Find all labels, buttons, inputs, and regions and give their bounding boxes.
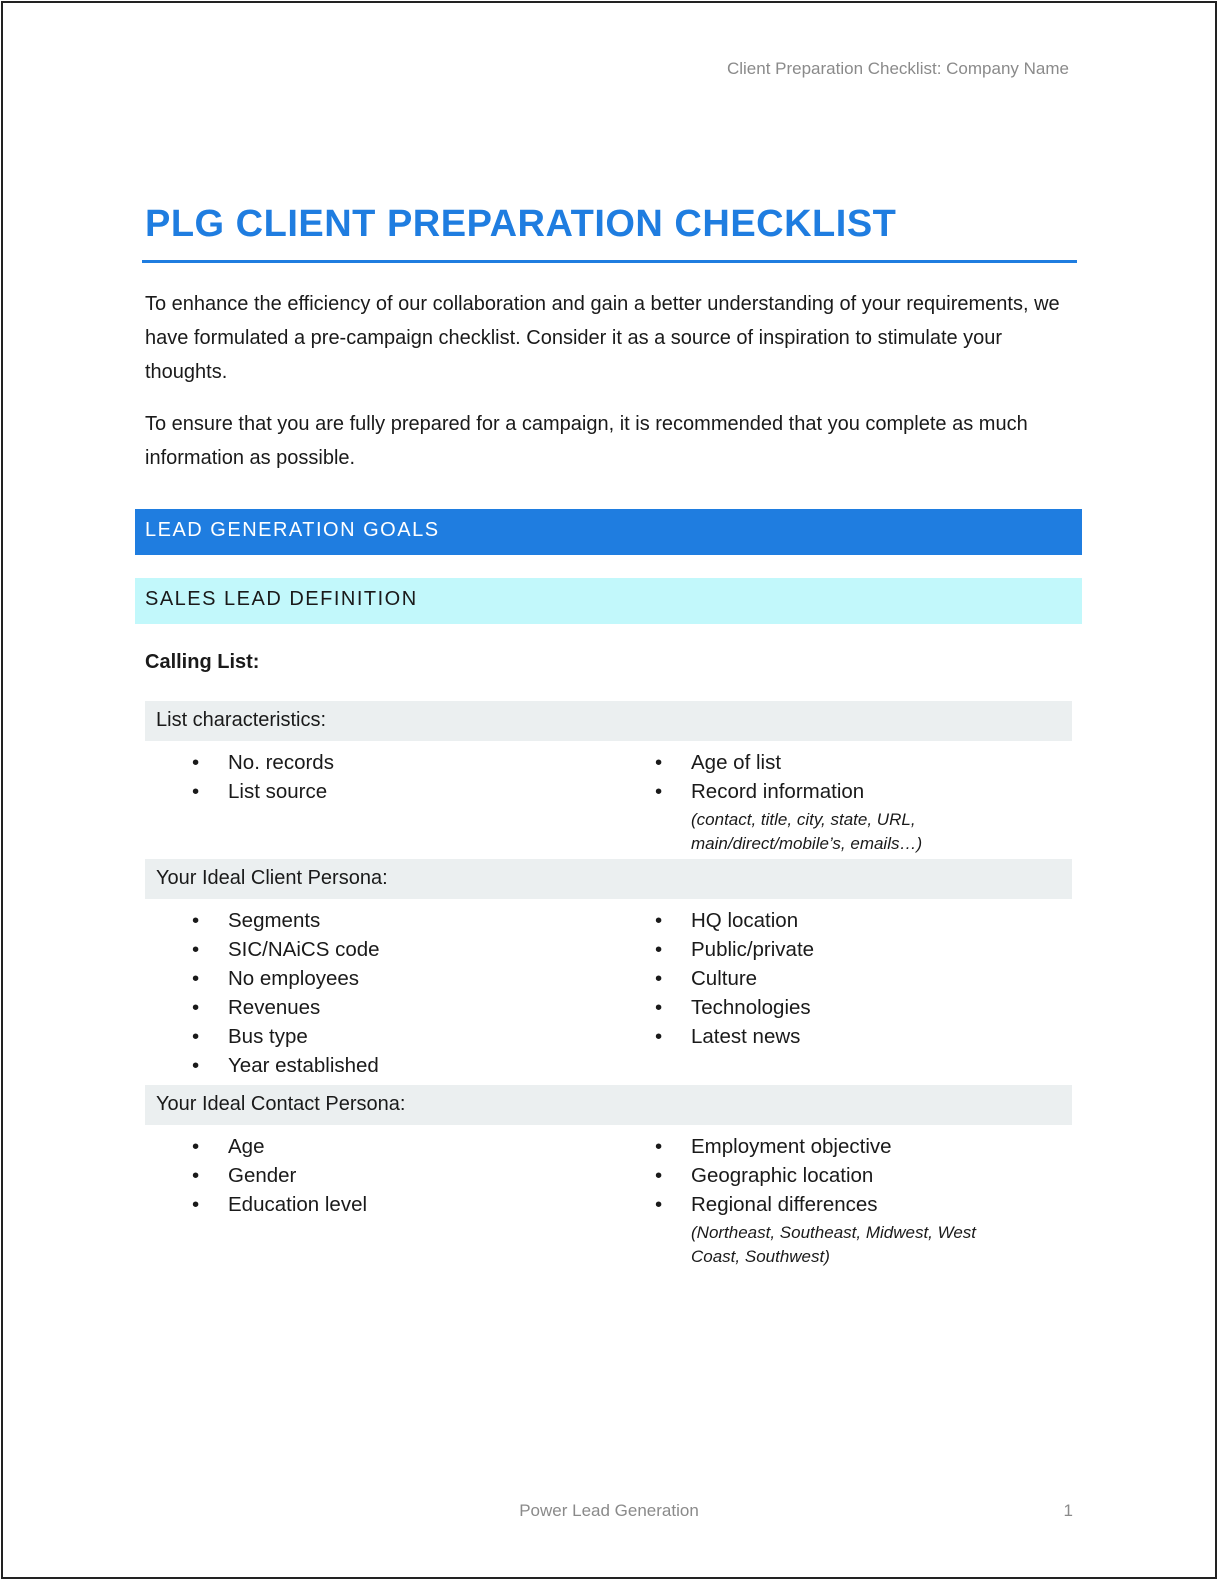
list-characteristics-left — [192, 748, 334, 806]
list-item: • Technologies — [655, 993, 814, 1022]
intro-paragraph-1: To enhance the efficiency of our collaboration and gain a better understanding of your requirements, we have formulated a pre-campaign checklist. Consider it as a source of inspiration to stimulate your thoughts. — [145, 293, 1060, 383]
section-heading: LEAD GENERATION GOALS — [135, 509, 1082, 555]
contact-persona-right — [655, 1132, 991, 1269]
list-item: • No. records — [192, 748, 334, 777]
calling-list-label: Calling List: — [145, 651, 260, 673]
list-item: • Record information — [655, 777, 971, 806]
running-header: Client Preparation Checklist: Company Name — [726, 59, 1069, 78]
intro-paragraph-2: To ensure that you are fully prepared for a campaign, it is recommended that you complete as much information as possible. — [145, 413, 1028, 469]
list-item: • HQ location — [655, 906, 814, 935]
list-item: • SIC/NAiCS code — [192, 935, 380, 964]
group-heading-client-persona: Your Ideal Client Persona: — [145, 859, 1072, 899]
list-item: • Geographic location — [655, 1161, 991, 1190]
list-item: • Revenues — [192, 993, 380, 1022]
footer-company: Power Lead Generation — [519, 1501, 699, 1520]
list-item: • Latest news — [655, 1022, 814, 1051]
list-item: • No employees — [192, 964, 380, 993]
record-information-note: (contact, title, city, state, URL, main/direct/mobile’s, emails…) — [691, 810, 923, 853]
document-page — [1, 1, 1217, 1579]
list-item: • Year established — [192, 1051, 380, 1080]
list-characteristics-right — [655, 748, 971, 856]
list-item: • Regional differences — [655, 1190, 991, 1219]
page-number: 1 — [1063, 1501, 1073, 1520]
list-item: • Employment objective — [655, 1132, 991, 1161]
group-heading-contact-persona: Your Ideal Contact Persona: — [145, 1085, 1072, 1125]
list-item: • Gender — [192, 1161, 367, 1190]
intro-text — [145, 287, 1065, 493]
list-item: • List source — [192, 777, 334, 806]
client-persona-right — [655, 906, 814, 1051]
group-heading-list-characteristics: List characteristics: — [145, 701, 1072, 741]
list-item: • Public/private — [655, 935, 814, 964]
list-item: • Segments — [192, 906, 380, 935]
list-item: • Bus type — [192, 1022, 380, 1051]
list-item: • Age — [192, 1132, 367, 1161]
regional-differences-note: (Northeast, Southeast, Midwest, West Coast, Southwest) — [691, 1223, 977, 1266]
title-underline — [142, 260, 1077, 263]
list-item: • Culture — [655, 964, 814, 993]
list-item: • Age of list — [655, 748, 971, 777]
client-persona-left — [192, 906, 380, 1080]
document-title: PLG CLIENT PREPARATION CHECKLIST — [145, 203, 897, 245]
contact-persona-left — [192, 1132, 367, 1219]
list-item: • Education level — [192, 1190, 367, 1219]
subsection-heading: SALES LEAD DEFINITION — [135, 578, 1082, 624]
